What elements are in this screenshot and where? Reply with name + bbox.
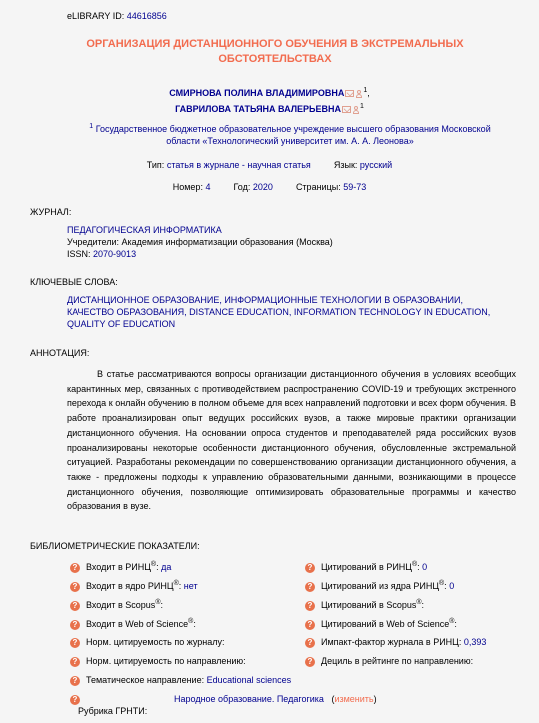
pages-label: Страницы: [295,182,341,192]
question-icon[interactable]: ? [305,638,315,648]
founders-value: Академия информатизации образования (Москва) [121,237,333,247]
metric-row: ? Входит в РИНЦ®: да ? Цитирований в РИНЦ®: 0 [70,561,520,575]
elibrary-id-value: 44616856 [126,11,167,21]
founders-label: Учредители: [67,237,120,247]
affiliation-sup: 1 [89,123,94,130]
person-icon[interactable] [352,106,360,114]
issn-value: 2070-9013 [93,249,137,259]
question-icon[interactable]: ? [305,620,315,630]
question-icon[interactable]: ? [70,695,80,705]
author-affiliation-sup: 1 [363,87,368,94]
number-label: Номер: [172,182,203,192]
article-title: ОРГАНИЗАЦИЯ ДИСТАНЦИОННОГО ОБУЧЕНИЯ В ЭКСТРЕМАЛЬНЫХ ОБСТОЯТЕЛЬСТВАХ [86,38,464,65]
language-label: Язык: [333,160,358,170]
metric-row: ? Входит в Web of Science®: ? Цитирований в Web of Science®: [70,618,520,632]
affiliation [80,121,500,147]
biblio-section-label: БИБЛИОМЕТРИЧЕСКИЕ ПОКАЗАТЕЛИ: [30,541,200,551]
question-icon[interactable]: ? [70,638,80,648]
metric-label: Цитирований в Web of Science [321,619,450,629]
year-value: 2020 [252,182,273,192]
author-link[interactable]: СМИРНОВА ПОЛИНА ВЛАДИМИРОВНА [169,88,345,98]
metric-label: Импакт-фактор журнала в РИНЦ [321,637,459,647]
metric-row: ? Норм. цитируемость по направлению: ? Дециль в рейтинге по направлению: [70,656,520,670]
year-label: Год: [233,182,251,192]
metric-value[interactable]: да [161,562,172,572]
metric-value[interactable]: 0 [449,581,455,591]
keywords-list[interactable]: ДИСТАНЦИОННОЕ ОБРАЗОВАНИЕ, ИНФОРМАЦИОННЫЕ ТЕХНОЛОГИИ В ОБРАЗОВАНИИ, КАЧЕСТВО ОБРАЗОВАНИЯ, DISTANCE EDUCATION, INFORMATION TECHNOLOGY IN EDUCATION, QUALITY OF EDUCATION [67,295,491,329]
meta-type-language [0,160,539,170]
person-icon[interactable] [355,90,363,98]
thematic-value[interactable]: Educational sciences [206,675,292,685]
question-icon[interactable]: ? [305,563,315,573]
question-icon[interactable]: ? [70,657,80,667]
metric-value[interactable]: 0 [422,562,428,572]
question-icon[interactable]: ? [70,676,80,686]
envelope-icon[interactable] [345,90,354,97]
thematic-label: Тематическое направление: [86,675,205,685]
metric-value: 0,393 [463,637,487,647]
abstract-text: В статье рассматриваются вопросы организации дистанционного обучения в условиях всеобщих карантинных мер, связанных с противодействием распространению COVID-19 и требующих экстренного перехода к онлайн обучению в полном объеме для всех направлений подготовки и всех форм обучения. В работе проанализирован опыт ведущих российских вузов, а также мировые практики организации дистанционного обучения. На основании опроса студентов и преподавателей ряда российских вузов проанализированы некоторые особенности дистанционного обучения, обусловленные экстремальной ситуацией. Разработаны рекомендации по совершенствованию организации дистанционного обучения, а также - предложены подходы к управлению образовательными данными, возникающими в процессе дистанционного обучения, позволяющие оптимизировать образовательные программы и качество образования в вузе. [67,369,516,512]
pages-value: 59-73 [343,182,367,192]
metric-row: ? Входит в Scopus®: ? Цитирований в Scopus®: [70,599,520,613]
metric-value[interactable]: нет [183,581,198,591]
metric-label: Цитирований из ядра РИНЦ [321,581,439,591]
question-icon[interactable]: ? [305,657,315,667]
type-label: Тип: [146,160,165,170]
elibrary-id-label: eLIBRARY ID: [67,11,125,21]
metric-label: Норм. цитируемость по журналу [86,637,222,647]
metric-label: Дециль в рейтинге по направлению [321,656,471,666]
question-icon[interactable]: ? [70,582,80,592]
metric-label: Цитирований в Scopus [321,600,417,610]
journal-block [67,224,333,260]
abstract-section-label: АННОТАЦИЯ: [30,348,90,358]
elibrary-id [67,11,167,21]
question-icon[interactable]: ? [70,620,80,630]
type-value: статья в журнале - научная статья [166,160,311,170]
journal-section-label: ЖУРНАЛ: [30,207,72,217]
affiliation-text: Государственное бюджетное образовательное учреждение высшего образования Московской области «Технологический университет им. А. А. Леонова» [95,124,491,146]
metric-label: Входит в Scopus [86,600,156,610]
metric-label: Входит в РИНЦ [86,562,151,572]
question-icon[interactable]: ? [305,601,315,611]
author-affiliation-sup: 1 [360,103,364,110]
question-icon[interactable]: ? [305,582,315,592]
envelope-icon[interactable] [342,106,351,113]
grnti-value[interactable]: Народное образование. Педагогика [174,694,324,704]
authors-block [0,84,539,116]
keywords-section-label: КЛЮЧЕВЫЕ СЛОВА: [30,277,118,287]
metric-label: Входит в ядро РИНЦ [86,581,174,591]
metric-row: ? Входит в ядро РИНЦ®: нет ? Цитирований из ядра РИНЦ®: 0 [70,580,520,594]
metric-label: Норм. цитируемость по направлению [86,656,244,666]
author-separator: , [367,88,370,98]
author-link[interactable]: ГАВРИЛОВА ТАТЬЯНА ВАЛЕРЬЕВНА [175,104,341,114]
language-value: русский [359,160,393,170]
question-icon[interactable]: ? [70,601,80,611]
author-1 [0,84,539,100]
metric-label: Цитирований в РИНЦ [321,562,412,572]
meta-number-year-pages [0,182,539,192]
grnti-row: ? Рубрика ГРНТИ: Народное образование. Педагогика (изменить) [70,694,520,718]
journal-name-link[interactable]: ПЕДАГОГИЧЕСКАЯ ИНФОРМАТИКА [67,225,222,235]
author-2 [0,100,539,116]
grnti-label: Рубрика ГРНТИ: [78,706,148,716]
thematic-row [70,675,520,689]
metric-row: ? Норм. цитируемость по журналу: ? Импакт-фактор журнала в РИНЦ: 0,393 [70,637,520,651]
issn-label: ISSN: [67,249,91,259]
question-icon[interactable]: ? [70,563,80,573]
metric-label: Входит в Web of Science [86,619,189,629]
number-link[interactable]: 4 [205,182,211,192]
grnti-change-link[interactable]: изменить [334,694,374,704]
